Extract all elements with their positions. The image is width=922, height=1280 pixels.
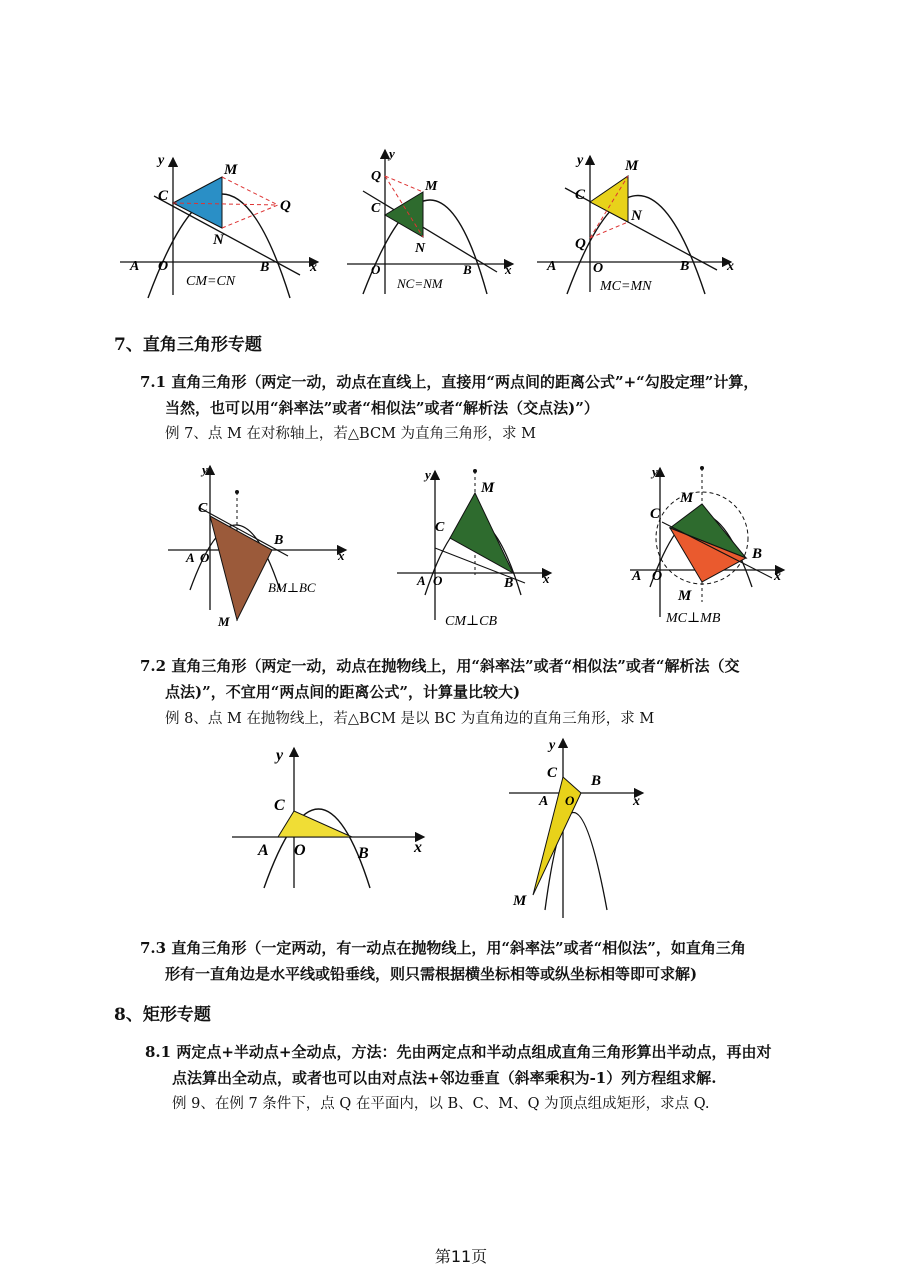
label-b: B xyxy=(680,259,690,274)
para-7-2-line1: 7.2 直角三角形（两定一动，动点在抛物线上，用“斜率法”或者“相似法”或者“解析法（交 xyxy=(140,657,740,675)
label-c: C xyxy=(158,188,169,204)
label-x: x xyxy=(505,262,512,277)
label-c: C xyxy=(650,506,661,522)
label-b: B xyxy=(358,845,369,862)
fig6-caption: MC⊥MB xyxy=(666,611,721,626)
label-n: N xyxy=(415,241,426,256)
section-8-title: 8、矩形专题 xyxy=(114,1005,211,1025)
figure-example8-a xyxy=(228,740,438,890)
fig4-caption: BM⊥BC xyxy=(268,580,316,595)
label-c: C xyxy=(547,765,558,781)
label-b: B xyxy=(463,262,472,277)
fig3-caption: MC=MN xyxy=(600,279,652,294)
example-7: 例 7、点 M 在对称轴上，若△BCM 为直角三角形，求 M xyxy=(165,426,536,442)
label-y: y xyxy=(389,146,395,161)
fig1-caption: CM=CN xyxy=(186,274,236,289)
label-b: B xyxy=(274,533,284,548)
label-x: x xyxy=(727,259,734,274)
para-7-1-line2: 当然，也可以用“斜率法”或者“相似法”或者“解析法（交点法)”） xyxy=(165,399,599,417)
label-o: O xyxy=(433,573,443,588)
label-q: Q xyxy=(575,236,586,252)
label-c: C xyxy=(435,520,445,535)
example-9: 例 9、在例 7 条件下，点 Q 在平面内，以 B、C、M、Q 为顶点组成矩形，求点 Q. xyxy=(172,1096,710,1112)
label-x: x xyxy=(310,260,317,275)
figure-mc-mn xyxy=(535,152,740,297)
label-o: O xyxy=(371,262,381,277)
label-y: y xyxy=(425,467,431,482)
label-b: B xyxy=(504,576,514,591)
page-number: 第11页 xyxy=(434,1247,488,1266)
label-o: O xyxy=(652,569,663,584)
label-y: y xyxy=(276,747,284,764)
label-y: y xyxy=(652,464,658,479)
label-o: O xyxy=(593,261,604,276)
label-c: C xyxy=(371,201,381,216)
label-b: B xyxy=(591,773,602,789)
label-a: A xyxy=(186,550,195,565)
label-a: A xyxy=(632,569,642,584)
label-m: M xyxy=(218,614,230,629)
label-y: y xyxy=(158,153,165,168)
label-m: M xyxy=(680,490,694,506)
example-8: 例 8、点 M 在抛物线上，若△BCM 是以 BC 为直角边的直角三角形，求 M xyxy=(165,711,655,727)
label-m-lower: M xyxy=(678,588,692,604)
figure-example8-b xyxy=(505,735,655,920)
label-q: Q xyxy=(280,198,291,214)
fig5-caption: CM⊥CB xyxy=(445,614,498,629)
label-c: C xyxy=(274,797,285,814)
label-a: A xyxy=(130,259,140,274)
label-x: x xyxy=(338,548,345,563)
para-8-1-line1: 8.1 两定点+半动点+全动点，方法：先由两定点和半动点组成直角三角形算出半动点，再由对 xyxy=(145,1043,772,1061)
label-x: x xyxy=(414,839,422,856)
label-a: A xyxy=(539,794,549,809)
label-n: N xyxy=(213,232,224,248)
label-a: A xyxy=(417,573,426,588)
label-m: M xyxy=(425,179,438,194)
label-o: O xyxy=(158,259,169,274)
label-n: N xyxy=(631,208,642,224)
figure-cm-cb xyxy=(395,465,560,635)
label-c: C xyxy=(575,187,586,203)
para-7-2-line2: 点法)”，不宜用“两点间的距离公式”，计算量比较大) xyxy=(165,683,521,701)
label-a: A xyxy=(258,842,269,859)
para-7-3-line2: 形有一直角边是水平线或铅垂线，则只需根据横坐标相等或纵坐标相等即可求解) xyxy=(165,965,698,983)
label-y: y xyxy=(549,738,556,753)
label-o: O xyxy=(200,550,210,565)
para-7-1-line1: 7.1 直角三角形（两定一动，动点在直线上，直接用“两点间的距离公式”+“勾股定理”计算， xyxy=(140,373,759,391)
label-c: C xyxy=(198,501,208,516)
label-a: A xyxy=(547,259,557,274)
label-o: O xyxy=(565,793,575,808)
label-x: x xyxy=(633,794,640,809)
label-y: y xyxy=(202,462,208,477)
section-7-title: 7、直角三角形专题 xyxy=(114,335,262,355)
label-m: M xyxy=(224,162,238,178)
label-b: B xyxy=(752,546,763,562)
fig2-caption: NC=NM xyxy=(397,276,443,291)
para-8-1-line2: 点法算出全动点，或者也可以由对点法+邻边垂直（斜率乘积为-1）列方程组求解. xyxy=(172,1069,717,1087)
label-x: x xyxy=(543,571,550,586)
label-o: O xyxy=(294,842,306,859)
label-x: x xyxy=(774,569,781,584)
figure-nc-nm xyxy=(345,146,520,296)
label-m: M xyxy=(513,893,527,909)
label-q: Q xyxy=(371,169,382,184)
label-m: M xyxy=(481,480,495,496)
figure-cm-cn xyxy=(118,150,328,300)
label-y: y xyxy=(577,153,584,168)
label-m: M xyxy=(625,158,639,174)
para-7-3-line1: 7.3 直角三角形（一定两动，有一动点在抛物线上，用“斜率法”或者“相似法”，如直角三角 xyxy=(140,939,746,957)
figure-bm-bc xyxy=(160,460,360,632)
label-b: B xyxy=(260,260,270,275)
figure-mc-mb xyxy=(622,462,792,632)
